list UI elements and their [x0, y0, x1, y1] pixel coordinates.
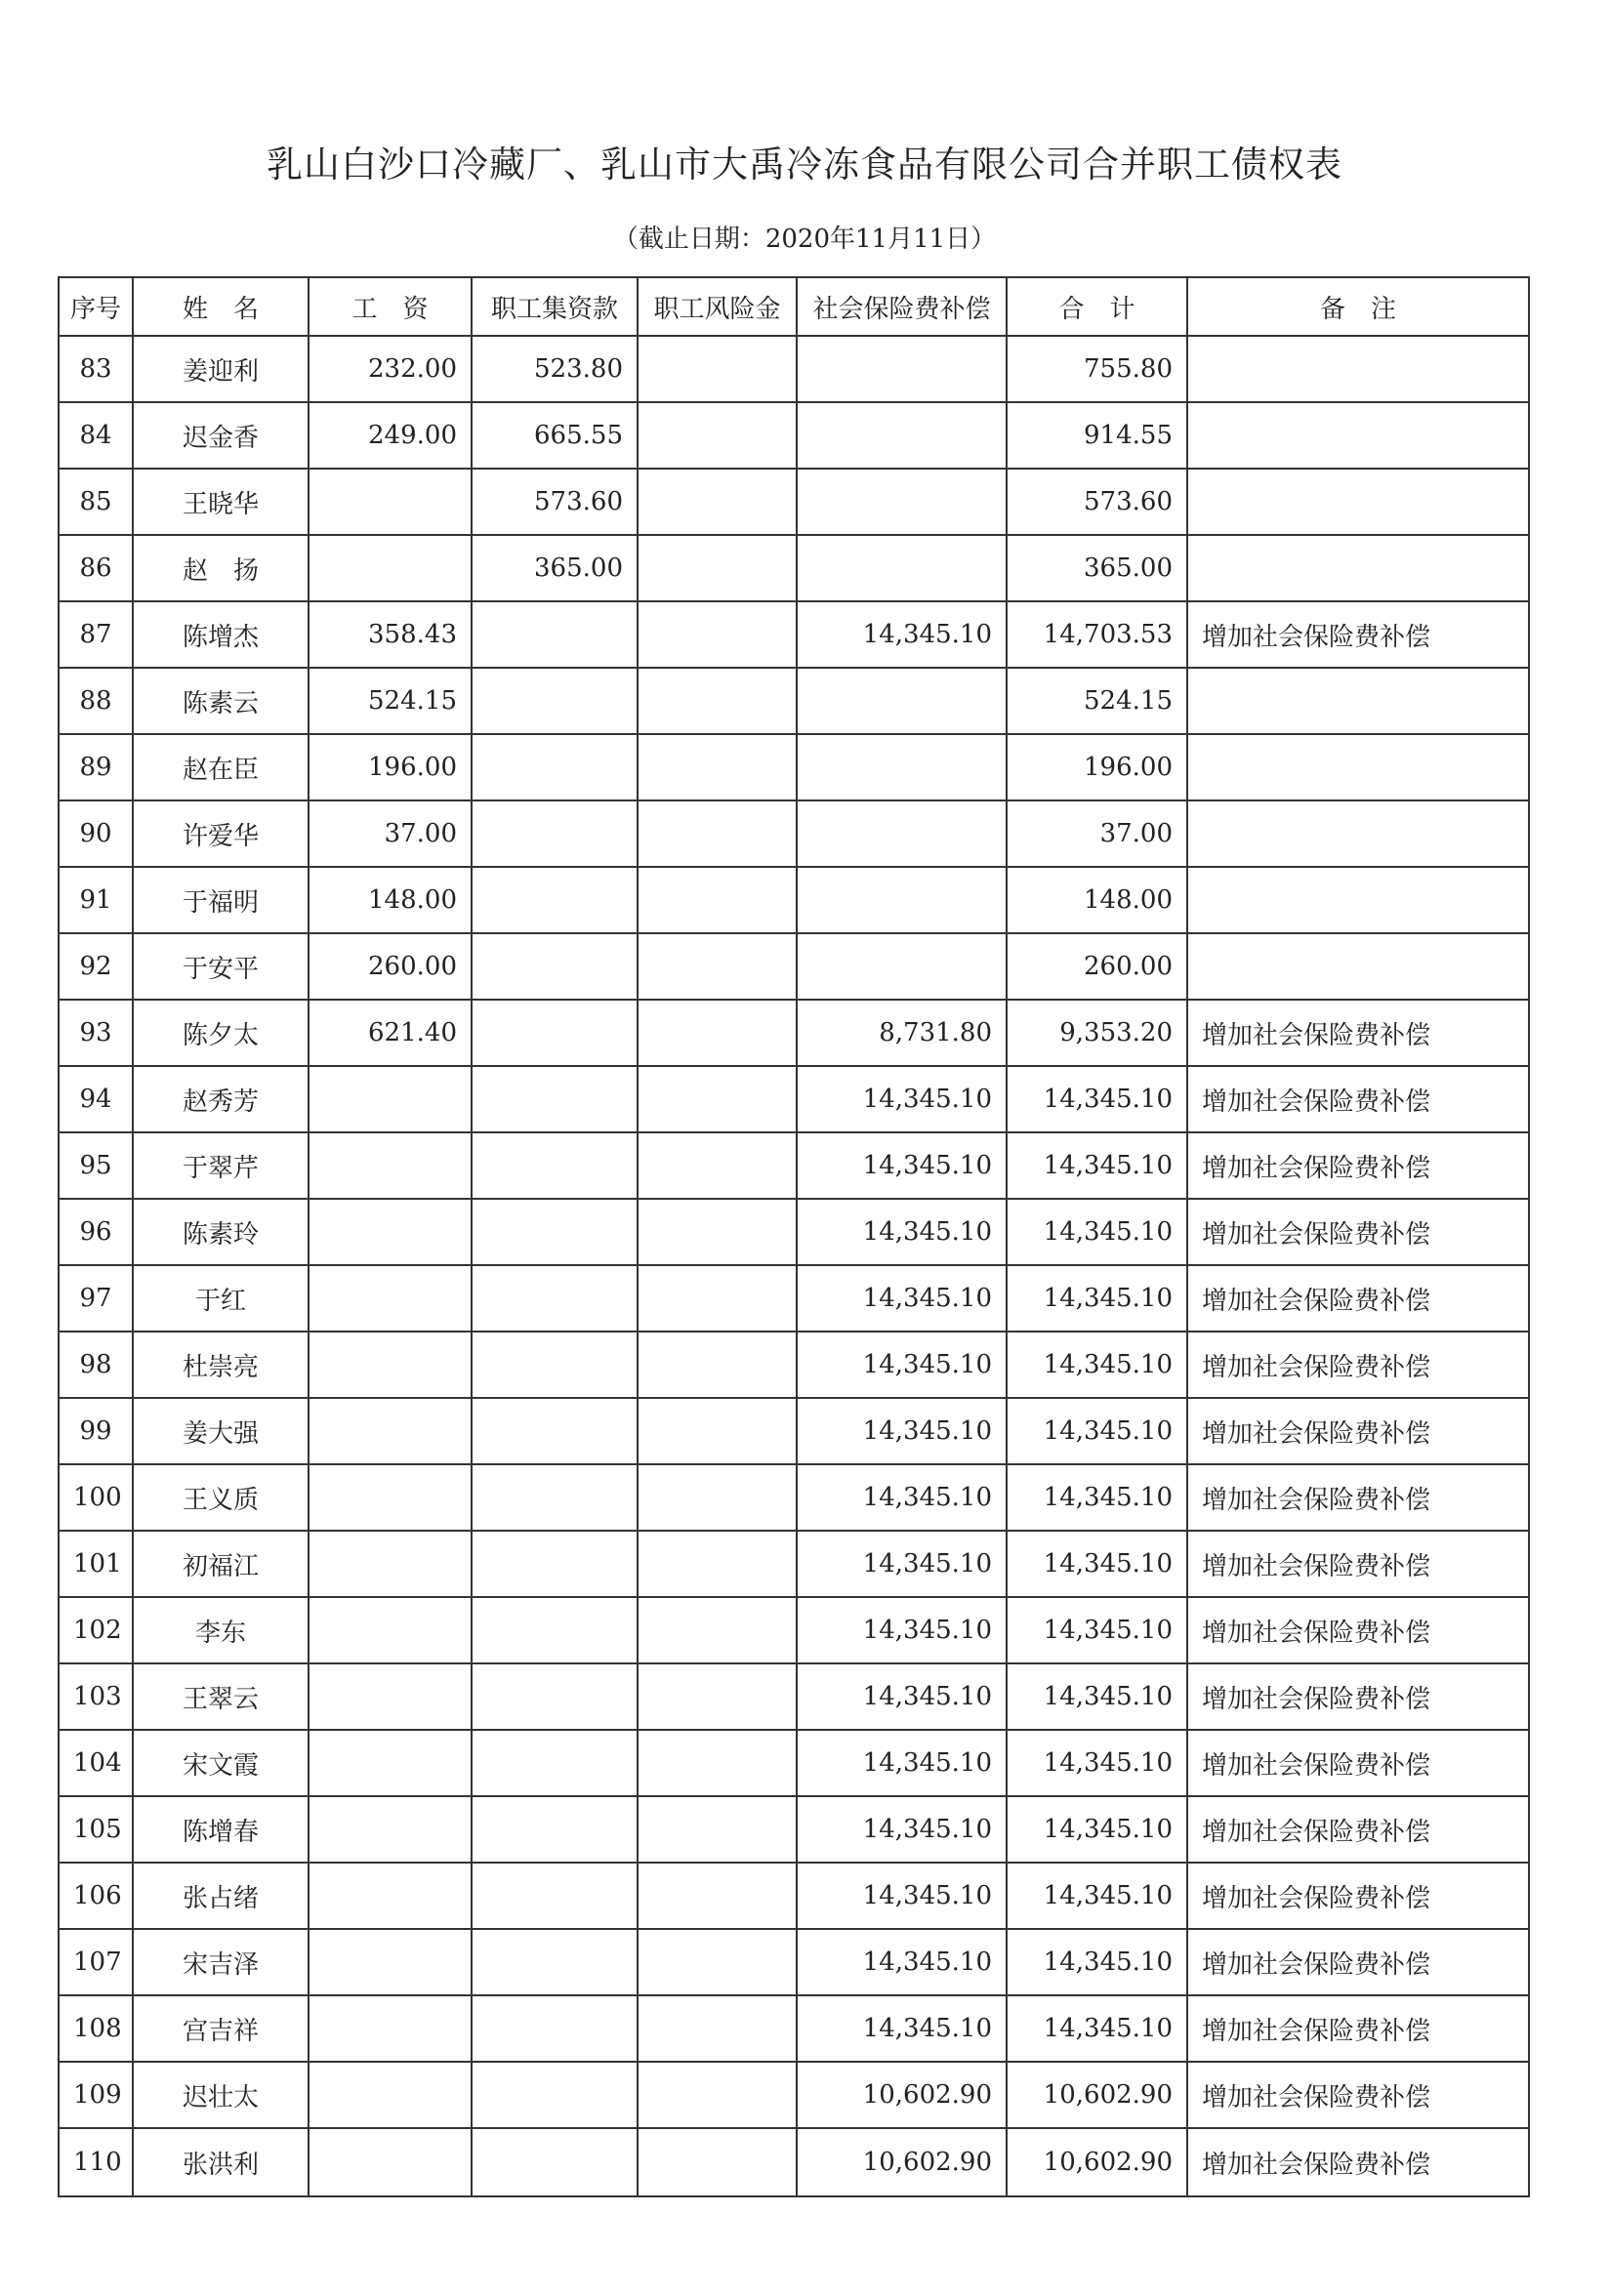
row-name: 于福明: [133, 867, 309, 933]
row-wage: [309, 1066, 472, 1132]
row-fund: [472, 1863, 638, 1929]
row-social: [797, 867, 1007, 933]
row-note: [1187, 469, 1529, 535]
row-fund: [472, 668, 638, 734]
table-header-row: [59, 277, 1529, 336]
row-name: 陈夕太: [133, 1000, 309, 1066]
row-wage: [309, 1796, 472, 1863]
row-total: 14,345.10: [1007, 1398, 1187, 1464]
table-row: [59, 867, 1529, 933]
row-risk: [638, 1000, 797, 1066]
row-social: 14,345.10: [797, 1464, 1007, 1531]
col-header-note: 备 注: [1187, 277, 1529, 336]
row-social: 14,345.10: [797, 1663, 1007, 1730]
row-name: 杜崇亮: [133, 1332, 309, 1398]
row-risk: [638, 336, 797, 402]
row-note: 增加社会保险费补偿: [1187, 1863, 1529, 1929]
row-social: [797, 734, 1007, 800]
row-risk: [638, 2062, 797, 2128]
row-fund: [472, 1531, 638, 1597]
row-name: 赵秀芳: [133, 1066, 309, 1132]
col-header-seq: 序号: [59, 277, 133, 336]
row-note: 增加社会保险费补偿: [1187, 1531, 1529, 1597]
row-total: 37.00: [1007, 800, 1187, 867]
row-total: 14,345.10: [1007, 1663, 1187, 1730]
row-risk: [638, 601, 797, 668]
row-seq: 89: [59, 734, 133, 800]
row-seq: 86: [59, 535, 133, 601]
row-total: 914.55: [1007, 402, 1187, 469]
row-note: 增加社会保险费补偿: [1187, 1464, 1529, 1531]
row-seq: 96: [59, 1199, 133, 1265]
row-wage: [309, 1132, 472, 1199]
row-wage: [309, 1663, 472, 1730]
row-fund: [472, 1398, 638, 1464]
row-fund: [472, 1730, 638, 1796]
row-seq: 104: [59, 1730, 133, 1796]
row-risk: [638, 1066, 797, 1132]
row-social: 14,345.10: [797, 1531, 1007, 1597]
row-note: 增加社会保险费补偿: [1187, 1398, 1529, 1464]
row-name: 宋文霞: [133, 1730, 309, 1796]
row-risk: [638, 800, 797, 867]
row-seq: 107: [59, 1929, 133, 1995]
row-social: [797, 469, 1007, 535]
row-fund: [472, 2128, 638, 2196]
row-wage: 621.40: [309, 1000, 472, 1066]
col-header-risk: 职工风险金: [638, 277, 797, 336]
col-header-wage: 工 资: [309, 277, 472, 336]
row-total: 14,345.10: [1007, 1730, 1187, 1796]
row-social: 14,345.10: [797, 1730, 1007, 1796]
row-social: [797, 535, 1007, 601]
row-social: 14,345.10: [797, 601, 1007, 668]
table-row: [59, 402, 1529, 469]
table-row: [59, 1663, 1529, 1730]
row-wage: 260.00: [309, 933, 472, 1000]
row-note: 增加社会保险费补偿: [1187, 601, 1529, 668]
row-name: 姜大强: [133, 1398, 309, 1464]
row-name: 张占绪: [133, 1863, 309, 1929]
row-risk: [638, 867, 797, 933]
table-row: [59, 1000, 1529, 1066]
table-row: [59, 800, 1529, 867]
row-risk: [638, 1398, 797, 1464]
row-risk: [638, 668, 797, 734]
row-wage: [309, 535, 472, 601]
row-social: 14,345.10: [797, 1199, 1007, 1265]
row-social: 14,345.10: [797, 1863, 1007, 1929]
col-header-social: 社会保险费补偿: [797, 277, 1007, 336]
row-fund: [472, 933, 638, 1000]
table-row: [59, 734, 1529, 800]
row-social: 14,345.10: [797, 1597, 1007, 1663]
row-risk: [638, 1663, 797, 1730]
row-name: 于翠芹: [133, 1132, 309, 1199]
row-total: 14,345.10: [1007, 1995, 1187, 2062]
row-seq: 110: [59, 2128, 133, 2196]
row-total: 14,345.10: [1007, 1199, 1187, 1265]
row-risk: [638, 402, 797, 469]
row-name: 宫吉祥: [133, 1995, 309, 2062]
row-risk: [638, 1199, 797, 1265]
row-wage: 148.00: [309, 867, 472, 933]
row-seq: 97: [59, 1265, 133, 1332]
row-seq: 87: [59, 601, 133, 668]
row-note: 增加社会保险费补偿: [1187, 1995, 1529, 2062]
table-row: [59, 1730, 1529, 1796]
row-total: 365.00: [1007, 535, 1187, 601]
row-fund: [472, 1066, 638, 1132]
table-row: [59, 336, 1529, 402]
row-risk: [638, 1995, 797, 2062]
row-social: 14,345.10: [797, 1066, 1007, 1132]
row-name: 王义质: [133, 1464, 309, 1531]
row-name: 迟金香: [133, 402, 309, 469]
row-social: [797, 336, 1007, 402]
row-wage: [309, 1929, 472, 1995]
row-risk: [638, 1265, 797, 1332]
row-name: 陈增春: [133, 1796, 309, 1863]
table-row: [59, 1398, 1529, 1464]
page-title: 乳山白沙口冷藏厂、乳山市大禹冷冻食品有限公司合并职工债权表: [267, 144, 1342, 185]
row-fund: 365.00: [472, 535, 638, 601]
row-note: 增加社会保险费补偿: [1187, 1597, 1529, 1663]
row-seq: 98: [59, 1332, 133, 1398]
row-fund: 665.55: [472, 402, 638, 469]
row-total: 10,602.90: [1007, 2128, 1187, 2196]
table-row: [59, 1796, 1529, 1863]
row-note: 增加社会保险费补偿: [1187, 2062, 1529, 2128]
row-seq: 91: [59, 867, 133, 933]
row-fund: [472, 1995, 638, 2062]
row-risk: [638, 535, 797, 601]
row-name: 陈增杰: [133, 601, 309, 668]
row-total: 14,345.10: [1007, 1796, 1187, 1863]
row-total: 14,345.10: [1007, 1863, 1187, 1929]
row-total: 14,345.10: [1007, 1929, 1187, 1995]
table-row: [59, 469, 1529, 535]
table-row: [59, 1995, 1529, 2062]
row-risk: [638, 1132, 797, 1199]
row-risk: [638, 1597, 797, 1663]
row-fund: [472, 800, 638, 867]
row-total: 148.00: [1007, 867, 1187, 933]
table-row: [59, 1597, 1529, 1663]
table-row: [59, 933, 1529, 1000]
table-row: [59, 1066, 1529, 1132]
row-social: 8,731.80: [797, 1000, 1007, 1066]
row-fund: [472, 1597, 638, 1663]
row-fund: [472, 1132, 638, 1199]
row-seq: 95: [59, 1132, 133, 1199]
row-total: 14,345.10: [1007, 1265, 1187, 1332]
row-seq: 94: [59, 1066, 133, 1132]
row-wage: [309, 1398, 472, 1464]
row-risk: [638, 2128, 797, 2196]
row-total: 14,345.10: [1007, 1464, 1187, 1531]
row-note: 增加社会保险费补偿: [1187, 1663, 1529, 1730]
row-social: 14,345.10: [797, 1995, 1007, 2062]
row-name: 王晓华: [133, 469, 309, 535]
row-fund: [472, 2062, 638, 2128]
row-wage: [309, 1730, 472, 1796]
row-fund: [472, 734, 638, 800]
table-row: [59, 668, 1529, 734]
row-wage: 196.00: [309, 734, 472, 800]
row-name: 陈素玲: [133, 1199, 309, 1265]
row-fund: [472, 1199, 638, 1265]
row-wage: 232.00: [309, 336, 472, 402]
table-row: [59, 1929, 1529, 1995]
row-social: [797, 933, 1007, 1000]
row-wage: 249.00: [309, 402, 472, 469]
row-total: 196.00: [1007, 734, 1187, 800]
row-social: 14,345.10: [797, 1929, 1007, 1995]
row-wage: [309, 1597, 472, 1663]
row-social: 14,345.10: [797, 1332, 1007, 1398]
row-note: 增加社会保险费补偿: [1187, 1066, 1529, 1132]
row-seq: 92: [59, 933, 133, 1000]
row-wage: [309, 1332, 472, 1398]
row-seq: 93: [59, 1000, 133, 1066]
row-wage: [309, 1995, 472, 2062]
row-note: 增加社会保险费补偿: [1187, 1132, 1529, 1199]
row-seq: 85: [59, 469, 133, 535]
row-wage: [309, 1464, 472, 1531]
table-row: [59, 1265, 1529, 1332]
row-name: 迟壮太: [133, 2062, 309, 2128]
row-name: 初福江: [133, 1531, 309, 1597]
row-note: 增加社会保险费补偿: [1187, 1796, 1529, 1863]
table-row: [59, 1132, 1529, 1199]
row-fund: [472, 1464, 638, 1531]
row-wage: [309, 1863, 472, 1929]
row-risk: [638, 1929, 797, 1995]
col-header-name: 姓 名: [133, 277, 309, 336]
table-body: [59, 336, 1529, 2196]
row-note: 增加社会保险费补偿: [1187, 1730, 1529, 1796]
row-name: 宋吉泽: [133, 1929, 309, 1995]
row-total: 14,703.53: [1007, 601, 1187, 668]
row-risk: [638, 1332, 797, 1398]
row-total: 10,602.90: [1007, 2062, 1187, 2128]
row-total: 9,353.20: [1007, 1000, 1187, 1066]
row-risk: [638, 734, 797, 800]
row-social: [797, 800, 1007, 867]
row-note: [1187, 402, 1529, 469]
row-risk: [638, 1730, 797, 1796]
row-total: 573.60: [1007, 469, 1187, 535]
table-row: [59, 2062, 1529, 2128]
row-fund: [472, 1332, 638, 1398]
row-seq: 101: [59, 1531, 133, 1597]
row-name: 陈素云: [133, 668, 309, 734]
row-social: [797, 402, 1007, 469]
row-seq: 106: [59, 1863, 133, 1929]
row-wage: 524.15: [309, 668, 472, 734]
row-social: [797, 668, 1007, 734]
row-note: [1187, 668, 1529, 734]
row-social: 14,345.10: [797, 1796, 1007, 1863]
row-total: 14,345.10: [1007, 1597, 1187, 1663]
row-total: 524.15: [1007, 668, 1187, 734]
row-name: 王翠云: [133, 1663, 309, 1730]
row-social: 14,345.10: [797, 1265, 1007, 1332]
row-name: 于安平: [133, 933, 309, 1000]
table-row: [59, 601, 1529, 668]
row-note: 增加社会保险费补偿: [1187, 2128, 1529, 2196]
row-wage: 37.00: [309, 800, 472, 867]
row-wage: 358.43: [309, 601, 472, 668]
row-total: 14,345.10: [1007, 1132, 1187, 1199]
row-seq: 83: [59, 336, 133, 402]
row-name: 张洪利: [133, 2128, 309, 2196]
row-note: [1187, 800, 1529, 867]
row-note: [1187, 933, 1529, 1000]
row-total: 14,345.10: [1007, 1066, 1187, 1132]
row-seq: 109: [59, 2062, 133, 2128]
row-social: 10,602.90: [797, 2062, 1007, 2128]
row-risk: [638, 1464, 797, 1531]
row-note: 增加社会保险费补偿: [1187, 1929, 1529, 1995]
row-risk: [638, 1796, 797, 1863]
row-note: [1187, 867, 1529, 933]
row-seq: 108: [59, 1995, 133, 2062]
row-name: 李东: [133, 1597, 309, 1663]
table-row: [59, 1199, 1529, 1265]
row-seq: 103: [59, 1663, 133, 1730]
row-fund: [472, 1265, 638, 1332]
row-risk: [638, 1863, 797, 1929]
row-note: 增加社会保险费补偿: [1187, 1265, 1529, 1332]
row-wage: [309, 1199, 472, 1265]
cutoff-date-subtitle: （截止日期：2020年11月11日）: [612, 225, 997, 254]
row-fund: [472, 1796, 638, 1863]
row-name: 于红: [133, 1265, 309, 1332]
row-seq: 88: [59, 668, 133, 734]
row-note: 增加社会保险费补偿: [1187, 1199, 1529, 1265]
row-name: 赵 扬: [133, 535, 309, 601]
row-total: 14,345.10: [1007, 1531, 1187, 1597]
table-row: [59, 2128, 1529, 2196]
col-header-total: 合 计: [1007, 277, 1187, 336]
row-name: 许爱华: [133, 800, 309, 867]
row-risk: [638, 933, 797, 1000]
row-fund: [472, 1929, 638, 1995]
row-seq: 99: [59, 1398, 133, 1464]
table-row: [59, 1531, 1529, 1597]
table-row: [59, 1863, 1529, 1929]
table-row: [59, 1464, 1529, 1531]
row-note: [1187, 535, 1529, 601]
row-fund: [472, 601, 638, 668]
row-name: 姜迎利: [133, 336, 309, 402]
row-wage: [309, 469, 472, 535]
row-risk: [638, 1531, 797, 1597]
row-name: 赵在臣: [133, 734, 309, 800]
row-fund: [472, 1663, 638, 1730]
col-header-fund: 职工集资款: [472, 277, 638, 336]
row-seq: 100: [59, 1464, 133, 1531]
row-note: 增加社会保险费补偿: [1187, 1332, 1529, 1398]
row-wage: [309, 1265, 472, 1332]
row-seq: 105: [59, 1796, 133, 1863]
row-total: 755.80: [1007, 336, 1187, 402]
row-wage: [309, 1531, 472, 1597]
row-seq: 102: [59, 1597, 133, 1663]
row-fund: [472, 1000, 638, 1066]
row-note: [1187, 336, 1529, 402]
row-social: 14,345.10: [797, 1398, 1007, 1464]
creditor-table: [58, 276, 1530, 2197]
table-row: [59, 535, 1529, 601]
row-fund: 523.80: [472, 336, 638, 402]
row-wage: [309, 2062, 472, 2128]
table-row: [59, 1332, 1529, 1398]
row-seq: 90: [59, 800, 133, 867]
row-social: 14,345.10: [797, 1132, 1007, 1199]
row-fund: [472, 867, 638, 933]
row-fund: 573.60: [472, 469, 638, 535]
row-wage: [309, 2128, 472, 2196]
row-note: 增加社会保险费补偿: [1187, 1000, 1529, 1066]
row-social: 10,602.90: [797, 2128, 1007, 2196]
row-total: 260.00: [1007, 933, 1187, 1000]
row-note: [1187, 734, 1529, 800]
row-risk: [638, 469, 797, 535]
row-total: 14,345.10: [1007, 1332, 1187, 1398]
row-seq: 84: [59, 402, 133, 469]
